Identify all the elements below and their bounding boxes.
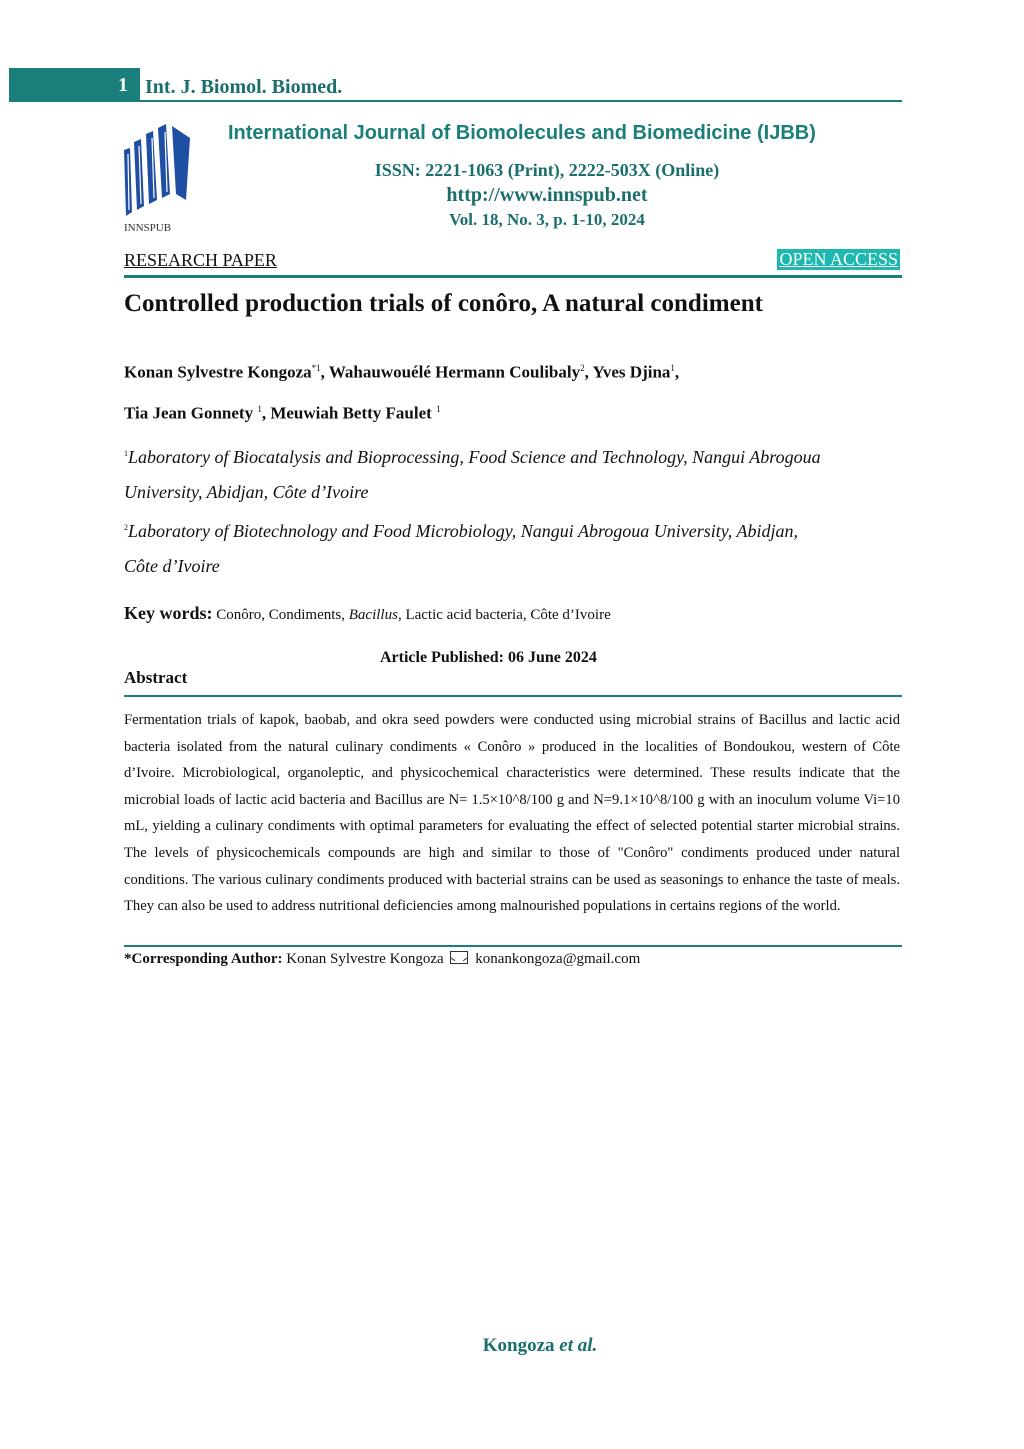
footer-et-al: et al.	[559, 1335, 598, 1356]
journal-full-title: International Journal of Biomolecules and Biomedicine (IJBB)	[228, 122, 816, 144]
keywords-text-rest: , Lactic acid bacteria, Côte d’Ivoire	[397, 607, 611, 623]
page-number: 1	[118, 74, 128, 96]
journal-short-title: Int. J. Biomol. Biomed.	[145, 76, 343, 98]
author-separator: ,	[674, 362, 680, 382]
journal-url[interactable]: http://www.innspub.net	[446, 184, 648, 206]
affiliation-text: Laboratory of Biotechnology and Food Microbiology, Nangui Abrogoua University, Abidjan,	[128, 521, 798, 541]
author-sup: 1	[257, 403, 262, 414]
affiliation-text: Laboratory of Biocatalysis and Bioprocessing, Food Science and Technology, Nangui Abrogoua	[128, 447, 821, 467]
running-footer	[0, 1335, 1024, 1357]
author-separator: ,	[320, 362, 329, 382]
author-sup: 1	[670, 363, 675, 373]
affiliations	[124, 436, 902, 584]
author: Yves Djina	[592, 362, 671, 382]
affiliation-sup: 1	[124, 449, 128, 458]
keywords	[124, 603, 611, 624]
paper-type-label: RESEARCH PAPER	[124, 250, 277, 270]
abstract-body: Fermentation trials of kapok, baobab, and okra seed powders were conducted using microbial strains of Bacillus and lactic acid bacteria isolated from the natural culinary condiments « Conôro » produced in the localities of Bondoukou, western of Côte d’Ivoire. Microbiological, organoleptic, and physicochemical characteristics were determined. These results indicate that the microbial loads of lactic acid bacteria and Bacillus are N= 1.5×10^8/100 g and N=9.1×10^8/100 g with an inoculum volume Vi=10 mL, yielding a culinary condiments with optimal parameters for evaluating the effect of selected potential starter microbial strains. The levels of physicochemicals compounds are high and similar to those of "Conôro" condiments produced under natural conditions. The various culinary condiments produced with bacterial strains can be used as seasonings to enhance the taste of meals. They can also be used to address nutritional deficiencies among malnourished populations in certains regions of the world.	[124, 712, 900, 915]
affiliation-line	[124, 510, 902, 549]
affiliation-line	[124, 436, 902, 475]
volume-info: Vol. 18, No. 3, p. 1-10, 2024	[449, 210, 645, 229]
author-list	[124, 350, 902, 431]
corresponding-label: *Corresponding Author:	[124, 951, 283, 967]
corresponding-name: Konan Sylvestre Kongoza	[286, 951, 444, 967]
author: Meuwiah Betty Faulet	[270, 403, 437, 423]
keywords-label: Key words:	[124, 603, 213, 623]
keywords-text: Conôro, Condiments,	[216, 607, 349, 623]
abstract-rule-bottom	[124, 945, 902, 947]
author: Tia Jean Gonnety	[124, 403, 258, 423]
affiliation-line: University, Abidjan, Côte d’Ivoire	[124, 482, 369, 502]
innspub-books-logo-icon	[120, 120, 196, 220]
author-separator: ,	[261, 403, 271, 423]
corresponding-author	[124, 951, 640, 968]
type-rule	[124, 275, 902, 278]
logo-text: INNSPUB	[124, 222, 172, 234]
article-title: Controlled production trials of conôro, A natural condiment	[124, 290, 763, 317]
open-access-badge: OPEN ACCESS	[779, 249, 898, 269]
corresponding-email[interactable]: konankongoza@gmail.com	[475, 951, 641, 967]
author: Wahauwouélé Hermann Coulibaly	[328, 362, 581, 382]
envelope-icon	[450, 951, 468, 964]
affiliation-line: Côte d’Ivoire	[124, 556, 220, 576]
author-separator: ,	[584, 362, 593, 382]
author: Konan Sylvestre Kongoza	[124, 362, 312, 382]
abstract-rule-top	[124, 695, 902, 697]
author-sup: *1	[311, 363, 321, 373]
author-sup: 2	[580, 363, 585, 373]
issn: ISSN: 2221-1063 (Print), 2222-503X (Online)	[374, 160, 720, 180]
abstract-heading: Abstract	[124, 668, 188, 687]
keywords-italic: Bacillus	[348, 607, 398, 623]
publication-date: Article Published: 06 June 2024	[380, 649, 597, 666]
header-rule	[9, 100, 902, 102]
footer-author: Kongoza	[482, 1335, 560, 1356]
author-sup: 1	[436, 403, 441, 414]
affiliation-sup: 2	[124, 523, 128, 532]
